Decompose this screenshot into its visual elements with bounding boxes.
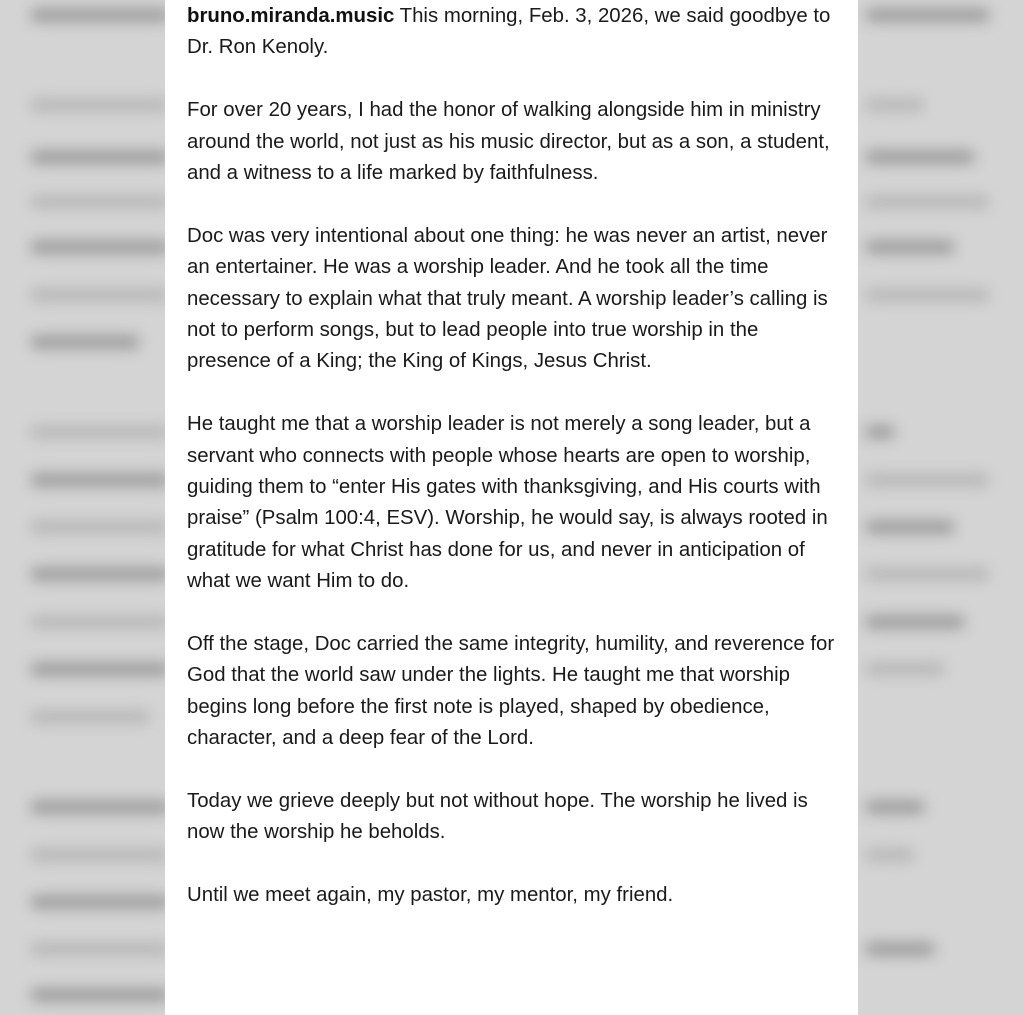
post-paragraph	[187, 1, 836, 64]
blurred-text-line	[865, 848, 915, 862]
blurred-text-line	[30, 800, 170, 814]
blurred-text-line	[865, 520, 955, 534]
blurred-text-line	[865, 98, 925, 112]
blurred-text-line	[865, 150, 975, 164]
post-paragraph: Until we meet again, my pastor, my mentor, my friend.	[187, 884, 674, 907]
blurred-text-line	[30, 567, 170, 581]
post-username[interactable]: bruno.miranda.music	[187, 5, 395, 27]
blurred-text-line	[30, 335, 140, 349]
blurred-text-line	[865, 240, 955, 254]
blurred-text-line	[30, 615, 170, 629]
post-paragraph-text: This morning, Feb. 3, 2026, we said goodbye to Dr. Ron Kenoly.	[187, 5, 831, 59]
blurred-text-line	[30, 195, 170, 209]
blurred-text-line	[865, 615, 965, 629]
blurred-text-line	[30, 895, 170, 909]
post-paragraph: Today we grieve deeply but not without hope. The worship he lived is now the worship he beholds.	[187, 790, 808, 844]
blurred-text-line	[30, 710, 150, 724]
post-caption-panel	[165, 0, 858, 1015]
blurred-text-line	[30, 425, 170, 439]
blurred-text-line	[865, 8, 990, 22]
blurred-text-line	[865, 473, 990, 487]
blurred-text-line	[30, 988, 170, 1002]
post-paragraph: Doc was very intentional about one thing: he was never an artist, never an entertainer. He was a worship leader. And he took all the time necessary to explain what that truly meant. A worship leader’s calling is not to perform songs, but to lead people into true worship in the presence of a King; the King of Kings, Jesus Christ.	[187, 224, 828, 373]
post-paragraph: For over 20 years, I had the honor of walking alongside him in ministry around the world, not just as his music director, but as a son, a student, and a witness to a life marked by faithfulness.	[187, 99, 830, 185]
blurred-text-line	[865, 195, 990, 209]
blurred-text-line	[30, 240, 170, 254]
blurred-text-line	[30, 473, 170, 487]
blurred-text-line	[30, 288, 170, 302]
blurred-text-line	[865, 800, 925, 814]
blurred-text-line	[30, 8, 170, 22]
blurred-text-line	[30, 98, 170, 112]
blurred-text-line	[865, 425, 895, 439]
blurred-text-line	[865, 662, 945, 676]
blurred-text-line	[30, 848, 170, 862]
blurred-text-line	[865, 942, 935, 956]
blurred-text-line	[865, 288, 990, 302]
post-paragraph: He taught me that a worship leader is not merely a song leader, but a servant who connects with people whose hearts are open to worship, guiding them to “enter His gates with thanksgiving, and His courts with praise” (Psalm 100:4, ESV). Worship, he would say, is always rooted in gratitude for what Christ has done for us, and never in anticipation of what we want Him to do.	[187, 413, 828, 593]
blurred-text-line	[30, 150, 170, 164]
post-paragraph: Off the stage, Doc carried the same integrity, humility, and reverence for God that the world saw under the lights. He taught me that worship begins long before the first note is played, shaped by obedience, character, and a deep fear of the Lord.	[187, 633, 835, 750]
blurred-text-line	[30, 520, 170, 534]
blurred-text-line	[865, 567, 990, 581]
blurred-text-line	[30, 942, 170, 956]
blurred-text-line	[30, 662, 170, 676]
